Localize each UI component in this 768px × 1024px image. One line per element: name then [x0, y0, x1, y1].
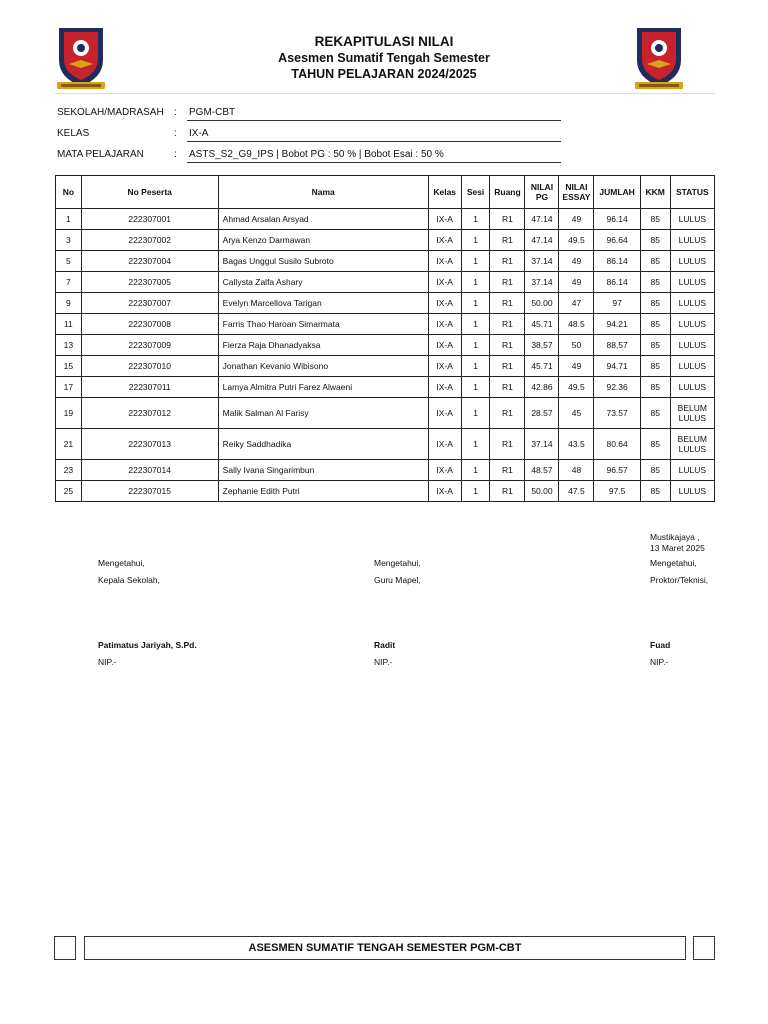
col-header-status: STATUS	[670, 176, 714, 209]
cell-no: 15	[56, 356, 82, 377]
cell-sesi: 1	[461, 272, 490, 293]
cell-kkm: 85	[640, 429, 670, 460]
cell-kkm: 85	[640, 314, 670, 335]
cell-kelas: IX-A	[428, 230, 461, 251]
table-row	[56, 356, 715, 377]
cell-no: 1	[56, 209, 82, 230]
cell-no-peserta: 222307002	[81, 230, 218, 251]
cell-ruang: R1	[490, 314, 525, 335]
cell-jumlah: 94.71	[594, 356, 640, 377]
cell-ruang: R1	[490, 398, 525, 429]
cell-nilai-pg: 47.14	[525, 230, 559, 251]
cell-kelas: IX-A	[428, 377, 461, 398]
sig-proctor-nip: NIP.-	[650, 657, 669, 667]
cell-jumlah: 94.21	[594, 314, 640, 335]
cell-kelas: IX-A	[428, 335, 461, 356]
cell-kkm: 85	[640, 377, 670, 398]
cell-nilai-essay: 49	[559, 209, 594, 230]
table-row	[56, 272, 715, 293]
cell-nilai-pg: 38,57	[525, 335, 559, 356]
sig-proctor-line1: Mengetahui,	[650, 558, 697, 568]
cell-nama: Evelyn Marcellova Tarigan	[218, 293, 428, 314]
class-colon: :	[174, 128, 177, 139]
table-row	[56, 429, 715, 460]
col-header-jumlah: JUMLAH	[594, 176, 640, 209]
cell-no-peserta: 222307012	[81, 398, 218, 429]
cell-ruang: R1	[490, 335, 525, 356]
cell-kkm: 85	[640, 398, 670, 429]
cell-no: 23	[56, 460, 82, 481]
cell-no-peserta: 222307009	[81, 335, 218, 356]
cell-nilai-pg: 47.14	[525, 209, 559, 230]
cell-nama: Farris Thao Haroan Simarmata	[218, 314, 428, 335]
cell-ruang: R1	[490, 377, 525, 398]
cell-nilai-pg: 50.00	[525, 481, 559, 502]
cell-nama: Jonathan Kevanio Wibisono	[218, 356, 428, 377]
cell-nama: Malik Salman Al Farisy	[218, 398, 428, 429]
cell-status: LULUS	[670, 272, 714, 293]
subject-value: ASTS_S2_G9_IPS | Bobot PG : 50 % | Bobot Esai : 50 %	[187, 149, 561, 163]
cell-no-peserta: 222307001	[81, 209, 218, 230]
cell-no: 25	[56, 481, 82, 502]
cell-kkm: 85	[640, 356, 670, 377]
cell-kelas: IX-A	[428, 251, 461, 272]
cell-jumlah: 86.14	[594, 272, 640, 293]
cell-nama: Bagas Unggul Susilo Subroto	[218, 251, 428, 272]
cell-sesi: 1	[461, 460, 490, 481]
cell-nilai-essay: 49.5	[559, 377, 594, 398]
cell-ruang: R1	[490, 251, 525, 272]
cell-nilai-pg: 45.71	[525, 356, 559, 377]
cell-kkm: 85	[640, 272, 670, 293]
table-header-row	[56, 176, 715, 209]
report-year: TAHUN PELAJARAN 2024/2025	[291, 67, 477, 81]
cell-kelas: IX-A	[428, 356, 461, 377]
school-value: PGM-CBT	[187, 107, 561, 121]
school-colon: :	[174, 107, 177, 118]
cell-sesi: 1	[461, 251, 490, 272]
cell-jumlah: 96.14	[594, 209, 640, 230]
col-header-sesi: Sesi	[461, 176, 490, 209]
sig-principal-nip: NIP.-	[98, 657, 117, 667]
cell-nama: Ahmad Arsalan Arsyad	[218, 209, 428, 230]
cell-nilai-essay: 47	[559, 293, 594, 314]
cell-nilai-essay: 50	[559, 335, 594, 356]
cell-sesi: 1	[461, 335, 490, 356]
class-label: KELAS	[57, 128, 90, 139]
sig-teacher-role: Guru Mapel,	[374, 575, 421, 585]
cell-ruang: R1	[490, 481, 525, 502]
cell-nama: Reiky Saddhadika	[218, 429, 428, 460]
cell-kelas: IX-A	[428, 209, 461, 230]
school-label: SEKOLAH/MADRASAH	[57, 107, 164, 118]
cell-kkm: 85	[640, 209, 670, 230]
header-divider	[55, 93, 715, 94]
cell-ruang: R1	[490, 293, 525, 314]
cell-nilai-pg: 50.00	[525, 293, 559, 314]
table-row	[56, 377, 715, 398]
cell-jumlah: 96.64	[594, 230, 640, 251]
cell-no: 13	[56, 335, 82, 356]
cell-status: BELUM LULUS	[670, 429, 714, 460]
cell-status: LULUS	[670, 251, 714, 272]
table-row	[56, 314, 715, 335]
cell-kelas: IX-A	[428, 460, 461, 481]
cell-jumlah: 86.14	[594, 251, 640, 272]
subject-label: MATA PELAJARAN	[57, 149, 144, 160]
col-header-no: No	[56, 176, 82, 209]
cell-kelas: IX-A	[428, 429, 461, 460]
place-date	[650, 532, 705, 554]
cell-kelas: IX-A	[428, 293, 461, 314]
cell-no-peserta: 222307005	[81, 272, 218, 293]
cell-nilai-essay: 48	[559, 460, 594, 481]
col-header-kkm: KKM	[640, 176, 670, 209]
cell-ruang: R1	[490, 460, 525, 481]
report-title-block	[0, 34, 768, 82]
cell-kelas: IX-A	[428, 314, 461, 335]
cell-no: 19	[56, 398, 82, 429]
table-row	[56, 230, 715, 251]
cell-no-peserta: 222307014	[81, 460, 218, 481]
cell-sesi: 1	[461, 209, 490, 230]
footer-left-box	[54, 936, 76, 960]
cell-ruang: R1	[490, 272, 525, 293]
table-row	[56, 398, 715, 429]
cell-no-peserta: 222307008	[81, 314, 218, 335]
cell-kkm: 85	[640, 460, 670, 481]
cell-no-peserta: 222307004	[81, 251, 218, 272]
cell-no: 7	[56, 272, 82, 293]
table-row	[56, 209, 715, 230]
sig-proctor-role: Proktor/Teknisi,	[650, 575, 709, 585]
scores-table	[55, 175, 715, 502]
table-row	[56, 481, 715, 502]
cell-status: LULUS	[670, 356, 714, 377]
cell-nilai-essay: 48.5	[559, 314, 594, 335]
cell-nilai-pg: 37.14	[525, 272, 559, 293]
cell-ruang: R1	[490, 356, 525, 377]
cell-kelas: IX-A	[428, 481, 461, 502]
cell-nama: Arya Kenzo Darmawan	[218, 230, 428, 251]
cell-status: LULUS	[670, 230, 714, 251]
table-row	[56, 293, 715, 314]
sig-proctor-name: Fuad	[650, 640, 671, 650]
cell-nilai-essay: 45	[559, 398, 594, 429]
col-header-nama: Nama	[218, 176, 428, 209]
sig-teacher-line1: Mengetahui,	[374, 558, 421, 568]
cell-status: BELUM LULUS	[670, 398, 714, 429]
cell-no-peserta: 222307010	[81, 356, 218, 377]
cell-status: LULUS	[670, 209, 714, 230]
cell-no-peserta: 222307011	[81, 377, 218, 398]
cell-jumlah: 96.57	[594, 460, 640, 481]
cell-no: 3	[56, 230, 82, 251]
cell-status: LULUS	[670, 314, 714, 335]
cell-kkm: 85	[640, 481, 670, 502]
cell-nama: Sally Ivana Singarimbun	[218, 460, 428, 481]
cell-nilai-pg: 37.14	[525, 251, 559, 272]
cell-nilai-essay: 49	[559, 272, 594, 293]
col-header-nilai-pg: NILAI PG	[525, 176, 559, 209]
cell-kkm: 85	[640, 293, 670, 314]
cell-no: 9	[56, 293, 82, 314]
cell-nilai-pg: 45.71	[525, 314, 559, 335]
table-row	[56, 460, 715, 481]
cell-nilai-pg: 37.14	[525, 429, 559, 460]
cell-ruang: R1	[490, 429, 525, 460]
cell-no: 21	[56, 429, 82, 460]
sig-teacher-nip: NIP.-	[374, 657, 393, 667]
cell-nilai-essay: 49.5	[559, 230, 594, 251]
col-header-no-peserta: No Peserta	[81, 176, 218, 209]
sig-principal-line1: Mengetahui,	[98, 558, 145, 568]
subject-colon: :	[174, 149, 177, 160]
cell-kelas: IX-A	[428, 398, 461, 429]
cell-sesi: 1	[461, 356, 490, 377]
cell-kelas: IX-A	[428, 272, 461, 293]
cell-no: 5	[56, 251, 82, 272]
cell-sesi: 1	[461, 293, 490, 314]
cell-nama: Lamya Almitra Putri Farez Alwaeni	[218, 377, 428, 398]
report-subtitle: Asesmen Sumatif Tengah Semester	[278, 51, 490, 65]
cell-no-peserta: 222307007	[81, 293, 218, 314]
cell-jumlah: 92.36	[594, 377, 640, 398]
cell-jumlah: 80.64	[594, 429, 640, 460]
cell-jumlah: 73.57	[594, 398, 640, 429]
table-row	[56, 335, 715, 356]
cell-ruang: R1	[490, 209, 525, 230]
sig-teacher-name: Radit	[374, 640, 396, 650]
cell-nama: Zephanie Edith Putri	[218, 481, 428, 502]
table-row	[56, 251, 715, 272]
cell-kkm: 85	[640, 251, 670, 272]
cell-status: LULUS	[670, 293, 714, 314]
cell-nama: Callysta Zalfa Ashary	[218, 272, 428, 293]
cell-nilai-essay: 49	[559, 356, 594, 377]
cell-ruang: R1	[490, 230, 525, 251]
col-header-ruang: Ruang	[490, 176, 525, 209]
cell-no: 11	[56, 314, 82, 335]
footer-title: ASESMEN SUMATIF TENGAH SEMESTER PGM-CBT	[84, 936, 686, 960]
sig-principal-role: Kepala Sekolah,	[98, 575, 160, 585]
cell-nilai-pg: 42.86	[525, 377, 559, 398]
cell-sesi: 1	[461, 481, 490, 502]
cell-no-peserta: 222307015	[81, 481, 218, 502]
cell-jumlah: 97.5	[594, 481, 640, 502]
report-title: REKAPITULASI NILAI	[314, 34, 454, 49]
cell-jumlah: 88,57	[594, 335, 640, 356]
footer-right-box	[693, 936, 715, 960]
cell-nilai-pg: 28.57	[525, 398, 559, 429]
col-header-nilai-essay: NILAI ESSAY	[559, 176, 594, 209]
cell-status: LULUS	[670, 377, 714, 398]
date-text: 13 Maret 2025	[650, 543, 705, 553]
cell-status: LULUS	[670, 335, 714, 356]
cell-kkm: 85	[640, 335, 670, 356]
cell-sesi: 1	[461, 230, 490, 251]
cell-no: 17	[56, 377, 82, 398]
cell-nilai-essay: 43.5	[559, 429, 594, 460]
cell-kkm: 85	[640, 230, 670, 251]
class-value: IX-A	[187, 128, 561, 142]
cell-nilai-pg: 48.57	[525, 460, 559, 481]
sig-principal-name: Patimatus Jariyah, S.Pd.	[98, 640, 197, 650]
cell-sesi: 1	[461, 314, 490, 335]
cell-status: LULUS	[670, 460, 714, 481]
place-text: Mustikajaya ,	[650, 532, 700, 542]
cell-sesi: 1	[461, 429, 490, 460]
cell-nilai-essay: 47.5	[559, 481, 594, 502]
cell-jumlah: 97	[594, 293, 640, 314]
cell-status: LULUS	[670, 481, 714, 502]
cell-sesi: 1	[461, 398, 490, 429]
col-header-kelas: Kelas	[428, 176, 461, 209]
cell-nama: Fierza Raja Dhanadyaksa	[218, 335, 428, 356]
cell-sesi: 1	[461, 377, 490, 398]
cell-nilai-essay: 49	[559, 251, 594, 272]
cell-no-peserta: 222307013	[81, 429, 218, 460]
